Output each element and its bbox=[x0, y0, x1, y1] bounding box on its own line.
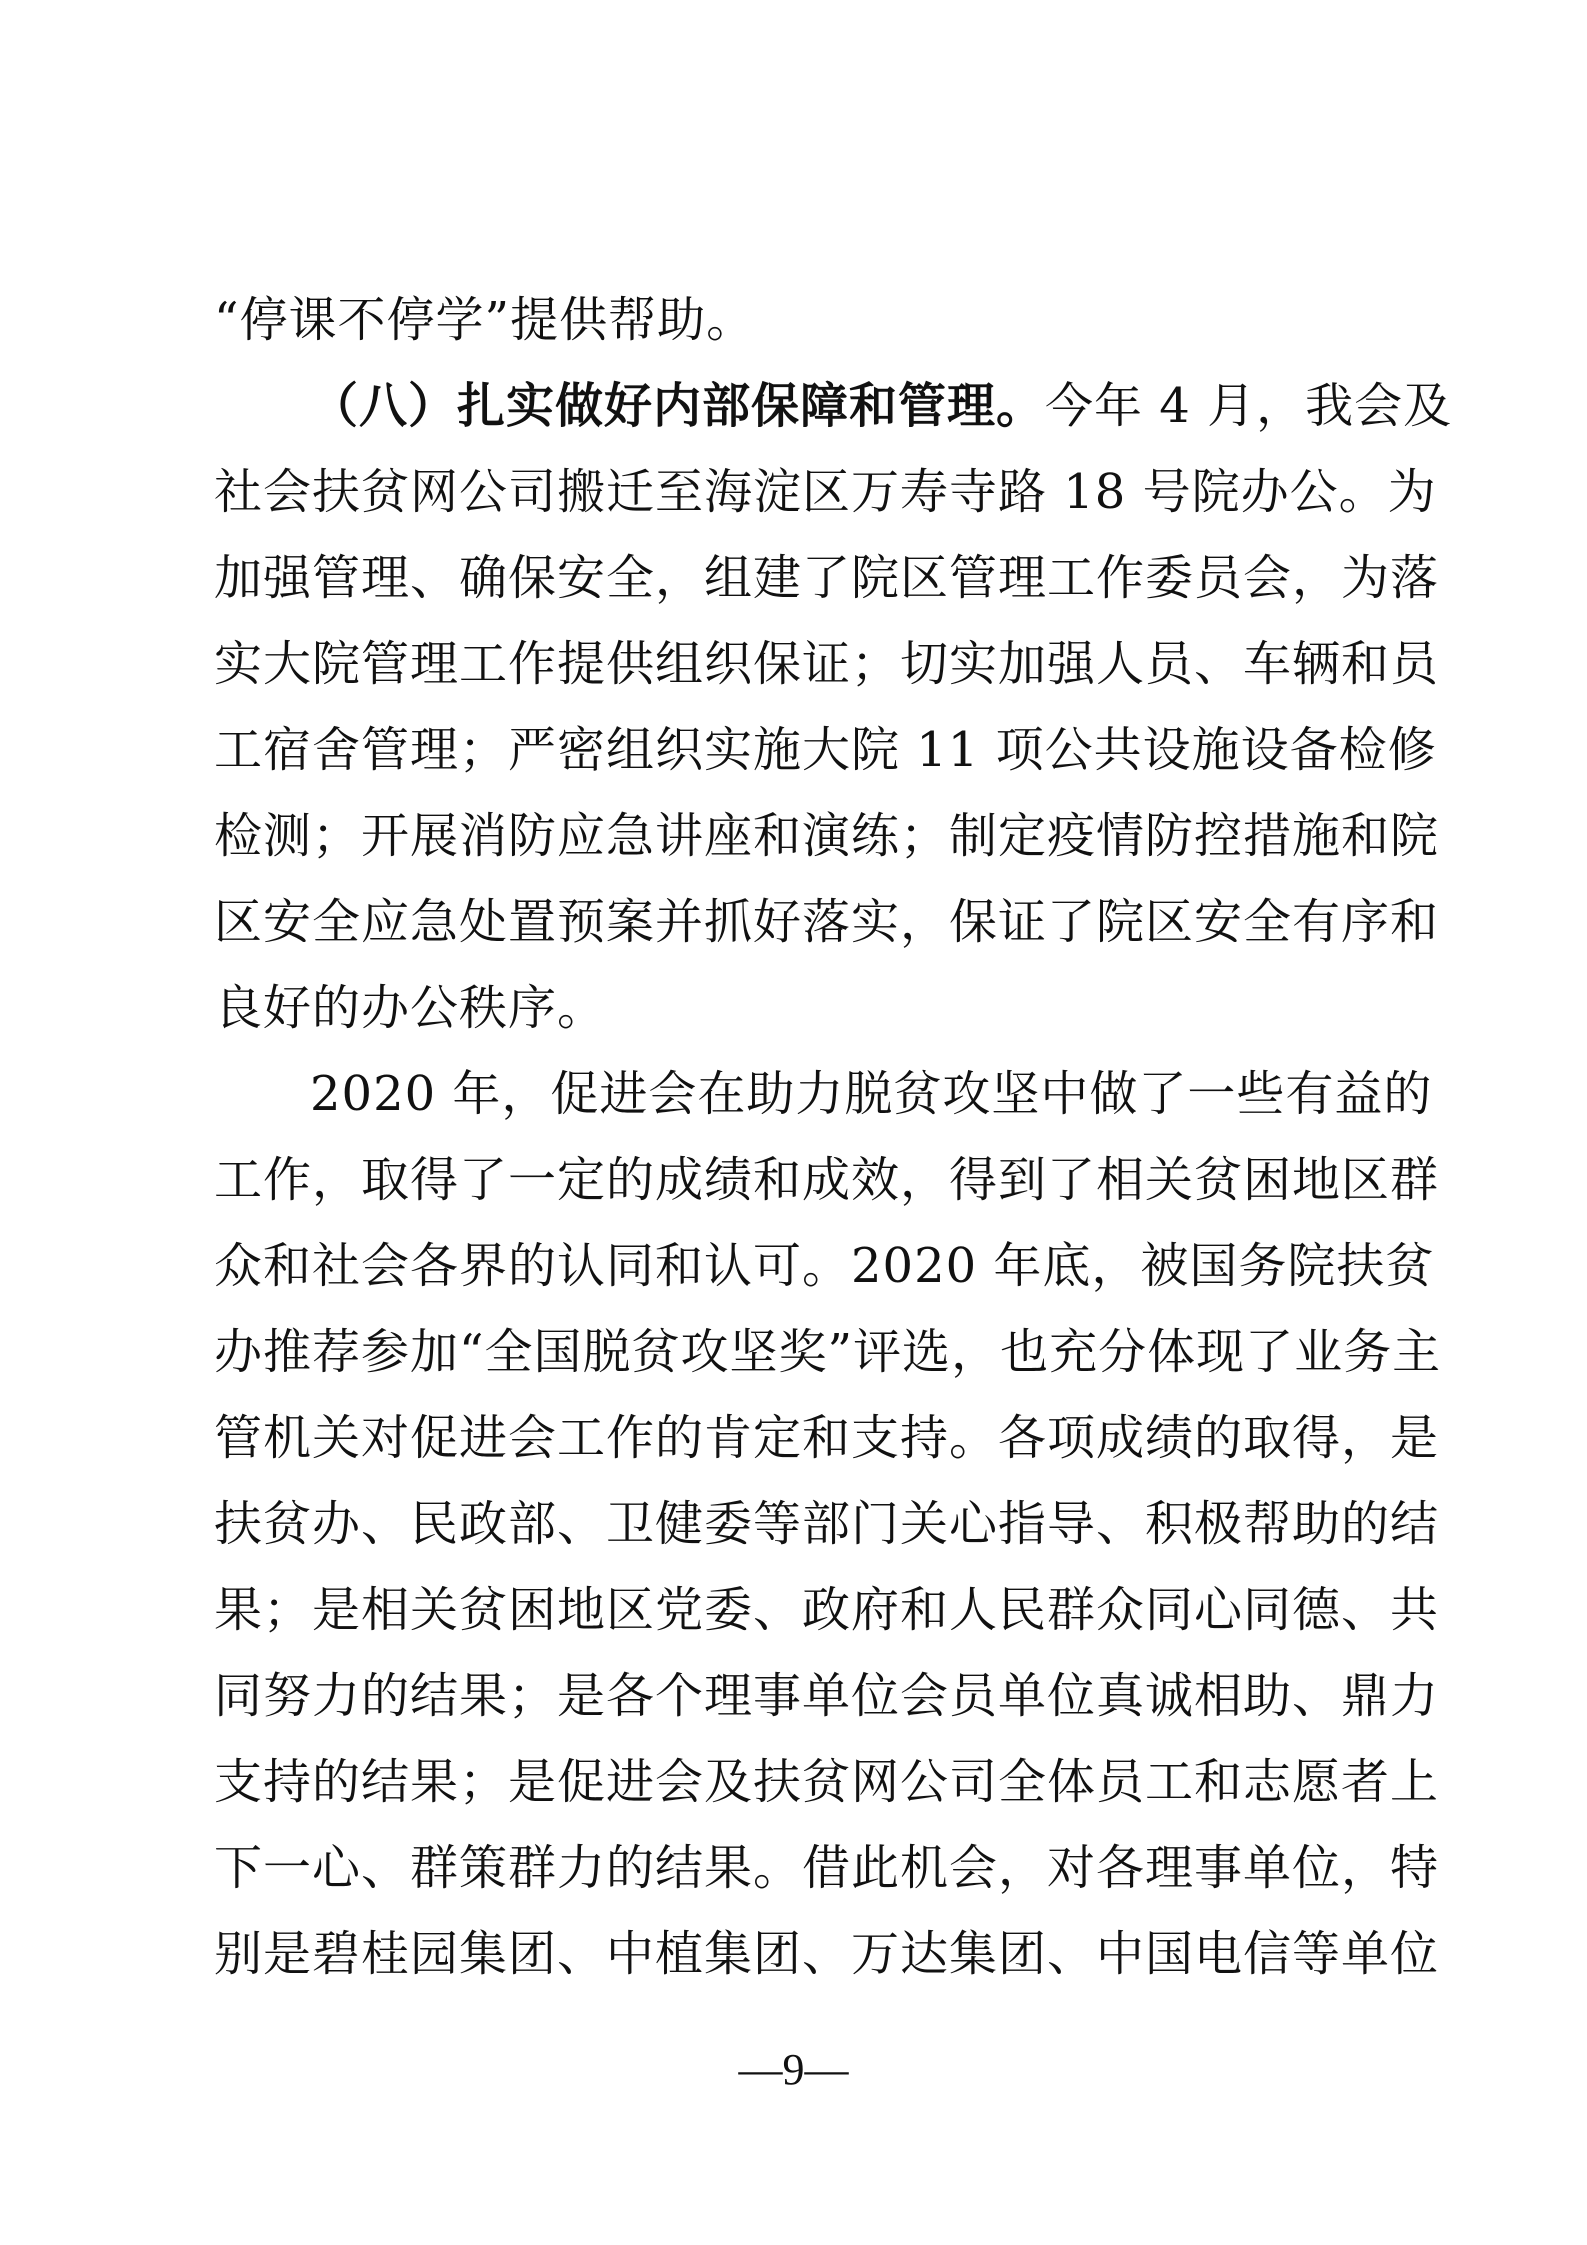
section-heading: （八）扎实做好内部保障和管理。 bbox=[310, 378, 1046, 434]
body-text-span: 今年 4 月，我会及 bbox=[1045, 378, 1453, 434]
page-number: —9— bbox=[738, 2045, 849, 2094]
body-text-line: 加强管理、确保安全，组建了院区管理工作委员会，为落 bbox=[214, 550, 1440, 606]
body-text-line: 办推荐参加“全国脱贫攻坚奖”评选，也充分体现了业务主 bbox=[214, 1324, 1442, 1380]
body-text-line: 众和社会各界的认同和认可。2020 年底，被国务院扶贫 bbox=[214, 1238, 1435, 1294]
body-text-line: 区安全应急处置预案并抓好落实，保证了院区安全有序和 bbox=[214, 894, 1440, 950]
body-text-line: 社会扶贫网公司搬迁至海淀区万寿寺路 18 号院办公。为 bbox=[214, 464, 1437, 520]
section-heading-line bbox=[310, 364, 1453, 448]
body-text-line: 支持的结果；是促进会及扶贫网公司全体员工和志愿者上 bbox=[214, 1754, 1440, 1810]
body-text-line: 2020 年，促进会在助力脱贫攻坚中做了一些有益的 bbox=[310, 1066, 1433, 1122]
body-text-line: 别是碧桂园集团、中植集团、万达集团、中国电信等单位 bbox=[214, 1926, 1440, 1982]
body-text-line: 果；是相关贫困地区党委、政府和人民群众同心同德、共 bbox=[214, 1582, 1440, 1638]
body-text-line: 检测；开展消防应急讲座和演练；制定疫情防控措施和院 bbox=[214, 808, 1440, 864]
body-text-line: 工宿舍管理；严密组织实施大院 11 项公共设施设备检修 bbox=[214, 722, 1437, 778]
body-text-line: “停课不停学”提供帮助。 bbox=[214, 292, 756, 348]
body-text-line: 工作，取得了一定的成绩和成效，得到了相关贫困地区群 bbox=[214, 1152, 1440, 1208]
body-text-line: 同努力的结果；是各个理事单位会员单位真诚相助、鼎力 bbox=[214, 1668, 1440, 1724]
body-text-line: 良好的办公秩序。 bbox=[214, 980, 607, 1036]
body-text-line: 下一心、群策群力的结果。借此机会，对各理事单位，特 bbox=[214, 1840, 1440, 1896]
body-text-line: 实大院管理工作提供组织保证；切实加强人员、车辆和员 bbox=[214, 636, 1440, 692]
body-text-line: 扶贫办、民政部、卫健委等部门关心指导、积极帮助的结 bbox=[214, 1496, 1440, 1552]
body-text-line: 管机关对促进会工作的肯定和支持。各项成绩的取得，是 bbox=[214, 1410, 1440, 1466]
